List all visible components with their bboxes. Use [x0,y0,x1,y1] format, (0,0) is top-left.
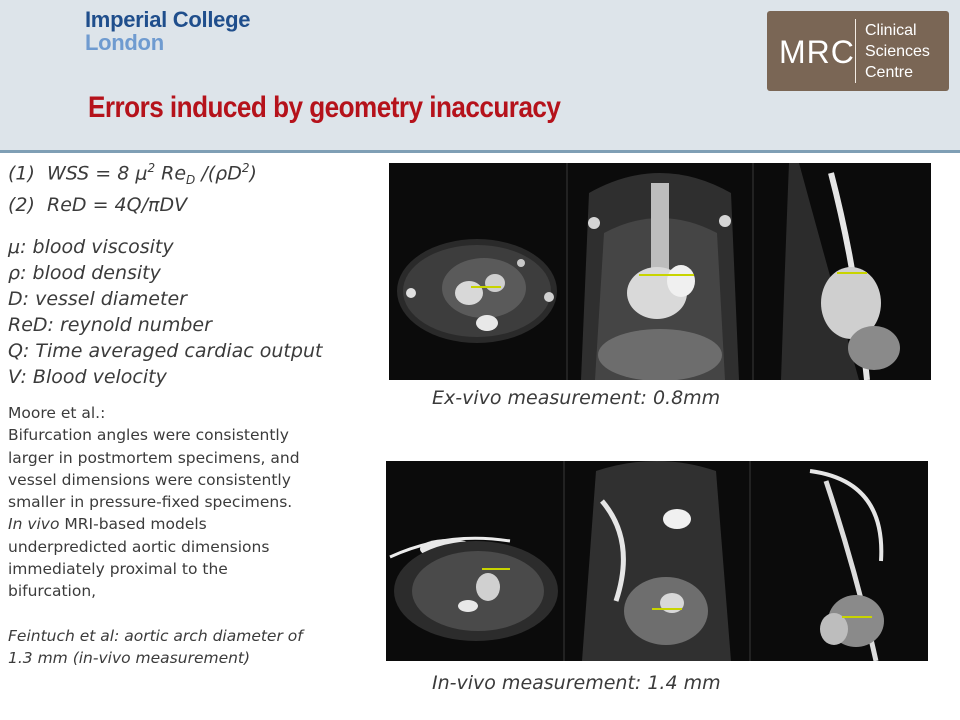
pi-symbol: π [147,194,160,217]
exvivo-mri-panel [389,163,931,380]
definitions-list [8,234,322,390]
equation-text: WSS = 8 [47,162,136,185]
definition-item: ReD: reynold number [8,314,212,336]
exvivo-caption: Ex-vivo measurement: 0.8mm [432,387,721,409]
note-line: larger in postmortem specimens, and [8,448,300,467]
slide-title: Errors induced by geometry inaccuracy [88,91,561,124]
note-line: Feintuch et al: aortic arch diameter of [8,626,303,645]
header-divider [0,150,960,153]
definition-item: Q: Time averaged cardiac output [8,340,323,362]
mrc-sub-line: Clinical [865,22,917,39]
invivo-caption: In-vivo measurement: 1.4 mm [432,672,721,694]
definition-symbol: ρ [8,262,21,284]
equation-2 [8,193,257,218]
equation-text: /( [195,162,216,185]
equation-number: (2) [8,194,35,217]
mu-symbol: μ [135,162,148,185]
invivo-mri-panel [386,461,928,661]
note-line: bifurcation, [8,582,97,601]
note-line: underpredicted aortic dimensions [8,537,270,556]
definition-symbol: μ [8,236,21,258]
definition-item [8,260,322,286]
exvivo-mri-image [389,163,931,380]
equations-block [8,156,257,218]
moore-heading: Moore et al.: [8,404,106,422]
definition-item: V: Blood velocity [8,366,167,388]
imperial-logo-line1: Imperial College [85,7,251,32]
equation-text: D [227,162,242,185]
definition-item [8,234,322,260]
note-line: immediately proximal to the [8,560,228,579]
superscript: 2 [241,161,250,175]
note-line: 1.3 mm (in-vivo measurement) [8,648,251,667]
equation-1 [8,156,257,193]
note-line [8,513,303,535]
imperial-logo-line2: London [85,30,164,55]
equation-text: ) [249,162,257,185]
subscript: D [186,173,196,188]
definition-text: : blood density [20,262,161,284]
note-line: vessel dimensions were consistently [8,470,291,489]
note-text: MRI-based models [59,515,207,534]
note-line: Bifurcation angles were consistently [8,426,289,445]
note-line: smaller in pressure-fixed specimens. [8,493,293,512]
equation-number: (1) [8,162,35,185]
equation-text: ReD = 4Q/ [47,194,148,217]
rho-symbol: ρ [215,162,228,185]
mrc-sub-line: Centre [865,64,914,81]
equation-text: DV [159,194,188,217]
mrc-logo-divider [855,19,856,83]
equation-text: Re [155,162,187,185]
definition-text: : blood viscosity [20,236,174,258]
mrc-logo-subtitle [865,20,930,83]
imperial-college-logo [85,8,250,54]
mrc-sub-line: Sciences [865,43,930,60]
in-vivo-emphasis: In vivo [8,515,60,534]
literature-notes [8,402,303,669]
superscript: 2 [147,161,156,175]
invivo-mri-image [386,461,928,661]
mrc-logo [767,11,949,91]
mrc-logo-text: MRC [779,34,855,70]
definition-item: D: vessel diameter [8,288,187,310]
